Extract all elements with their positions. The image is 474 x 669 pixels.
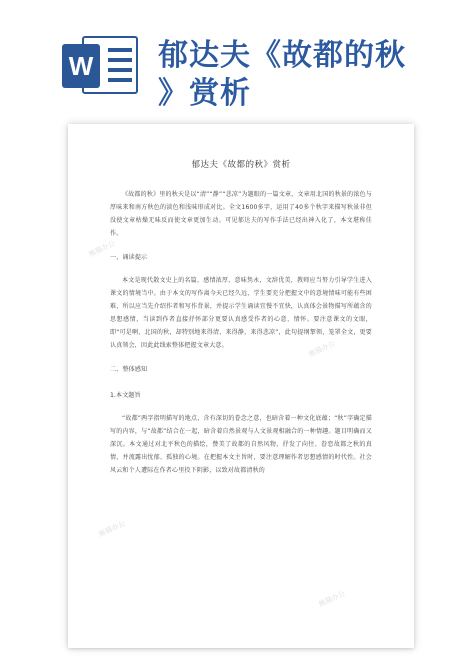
header-title-line2: 》赏析 <box>158 76 251 111</box>
paragraph-intro: 《故都的秋》里的秋天是以“清”“静”“悲凉”为题眼的一篇文章，文章用北国的秋景的浓色与厚味来和南方秋色的淡色和浅味形成对比。全文1600多字，运用了40多个秋字来描写秋景非但没使文章枯燥无味反而使文章更加生动。可见郁达夫的写作手法已经出神入化了，本文堪称佳作。 <box>110 191 372 237</box>
text-line <box>108 48 132 52</box>
text-line <box>108 58 132 62</box>
paragraph-reading-tips: 本文是现代散文史上的名篇，感情浓厚，意味隽永，文辞优美，教师应当努力引导学生进入课文的情境当中。由于本文的写作离今天已经久远，学生要充分把握文中的意境情味可能有些困难，所以应当先介绍作者和写作背景，并提示学生诵读宜慢不宜快，认真体会景物描写所蕴含的思想感情，当读到作者直接抒怀部分更要认真感受作者的心意、情怀。要注意课文的文眼，即“可是啊，北国的秋，却特别地来得清，来得静，来得悲凉”，此句提纲挈领，笼罩全文，更要认真领会，因此此线索整体把握文章大意。 <box>110 277 372 349</box>
text-line <box>108 68 132 72</box>
document-body <box>110 158 372 485</box>
section-heading-reading: 一、诵读提示 <box>110 254 148 261</box>
document-page <box>68 124 414 648</box>
watermark: 熊猫办公 <box>317 589 347 609</box>
paragraph-theme: “故都”两字指明描写的地点，含有深切的眷念之意，也暗含着一种文化底蕴；“秋”字确定描写的内容，与“故都”结合在一起，暗含着自然景观与人文景观相融合的一种情趣。题目明确而又深沉。本文通过对北平秋色的描绘，赞美了故都的自然风物，抒发了向往、眷恋故都之秋的真情，并流露出忧郁、孤独的心境。在把握本文主旨时，要注意理解作者思想感情的时代性。社会风云和个人遭际在作者心里投下阴影，以致对故都清秋的 <box>110 415 372 474</box>
header-title-line1: 郁达夫《故都的秋 <box>158 38 406 73</box>
subheading-theme: 1.本文题旨 <box>110 392 141 399</box>
word-letter-tile: W <box>62 44 100 88</box>
watermark: 熊猫办公 <box>307 339 337 359</box>
word-document-icon <box>60 30 140 100</box>
text-line <box>108 78 132 82</box>
page-header <box>0 0 474 110</box>
watermark: 熊猫办公 <box>87 239 117 259</box>
document-title: 郁达夫《故都的秋》赏析 <box>191 160 291 170</box>
section-heading-overview: 二、整体感知 <box>110 366 148 373</box>
watermark: 熊猫办公 <box>97 519 127 539</box>
